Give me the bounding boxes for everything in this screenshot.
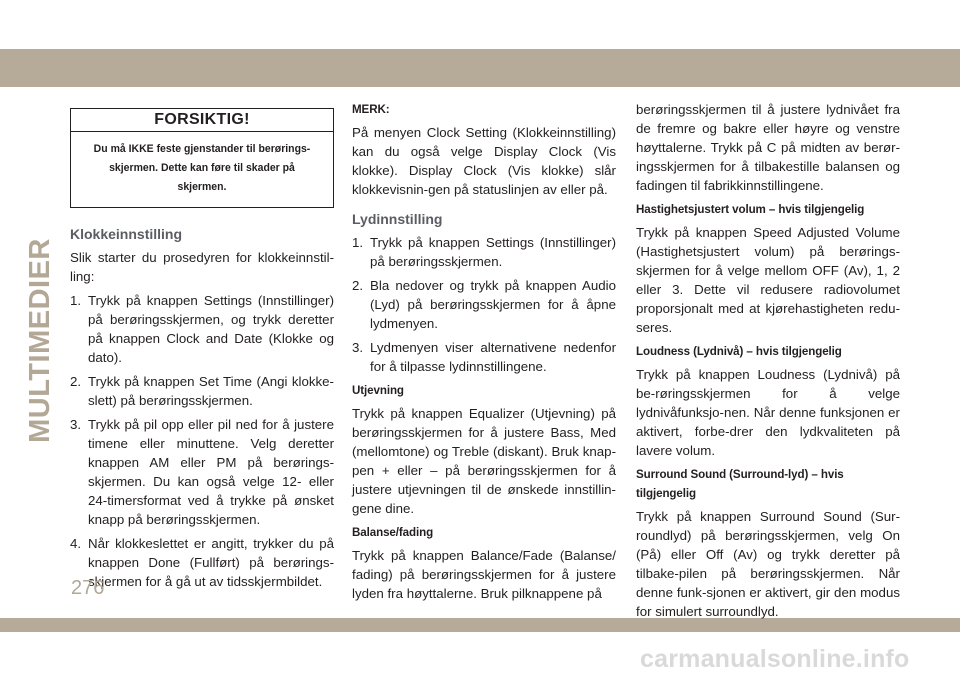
step-text: Lydmenyen viser alternativene nedenfor for å tilpasse lydinnstillingene. — [370, 340, 616, 374]
balance-text: Trykk på knappen Balance/Fade (Balanse/ fading) på berøringsskjermen for å justere lyden fra høyttalerne. Bruk pilknappene på — [352, 548, 616, 601]
column-2 — [352, 100, 616, 608]
balance-text-continued: berøringsskjermen til å justere lydnivået fra de fremre og bakre eller høyre og venstre høyttalerne. Trykk på C på midten av berør-ingsskjermen for å tilbakestille balansen og fadingen til fabrikkinnstillingene. — [636, 102, 900, 193]
step-text: Trykk på knappen Settings (Innstillinger) på berøringsskjermen. — [370, 235, 616, 269]
step-text: Når klokkeslettet er angitt, trykker du på knappen Done (Fullført) på berørings-skjermen for å gå ut av tidsskjermbildet. — [88, 536, 334, 589]
note-label: MERK: — [352, 103, 390, 116]
step-text: Trykk på pil opp eller pil ned for å justere timene eller minuttene. Velg deretter knappen AM eller PM på berørings-skjermen. Du kan også velge 12- eller 24-timersformat ved å trykke på ønsket knapp på berøringsskjermen. — [88, 417, 334, 527]
column-3 — [636, 100, 900, 626]
step-number: 4. — [70, 536, 82, 551]
clock-step — [70, 291, 334, 367]
clock-step — [70, 372, 334, 410]
step-number: 2. — [352, 278, 364, 293]
watermark: carmanualsonline.info — [640, 645, 910, 673]
audio-step — [352, 338, 616, 376]
step-number: 3. — [352, 340, 364, 355]
step-number: 3. — [70, 417, 82, 432]
loudness-heading: Loudness (Lydnivå) – hvis tilgjengelig — [636, 345, 842, 358]
equalizer-text: Trykk på knappen Equalizer (Utjevning) på berøringsskjermen for å justere Bass, Med (mellomtone) og Treble (diskant). Bruk knap-pen + eller – på berøringsskjermen for å justere utjevningen til de ønskede innstillin-gene dine. — [352, 406, 616, 516]
warning-text: Du må IKKE feste gjenstander til berørings-skjermen. Dette kan føre til skader på skjermen. — [93, 143, 311, 193]
loudness-text: Trykk på knappen Loudness (Lydnivå) på be-røringsskjermen for å velge lydnivåfunksjo-nen. Når denne funksjonen er aktivert, forbe-drer den lydkvaliteten på lavere volum. — [636, 367, 900, 458]
audio-step — [352, 233, 616, 271]
clock-step — [70, 534, 334, 591]
balance-heading: Balanse/fading — [352, 526, 434, 539]
column-1 — [70, 100, 334, 596]
section-heading-clock: Klokkeinnstilling — [70, 226, 183, 242]
step-number: 2. — [70, 374, 82, 389]
audio-steps — [352, 233, 616, 376]
step-text: Trykk på knappen Settings (Innstillinger) på berøringsskjermen, og trykk deretter på knappen Clock and Date (Klokke og dato). — [88, 293, 334, 365]
step-number: 1. — [352, 235, 364, 250]
step-text: Bla nedover og trykk på knappen Audio (Lyd) på berøringsskjermen for å åpne lydmenyen. — [370, 278, 616, 331]
step-text: Trykk på knappen Set Time (Angi klokke-slett) på berøringsskjermen. — [88, 374, 334, 408]
warning-box — [70, 108, 334, 208]
clock-step — [70, 415, 334, 529]
header-band — [0, 49, 960, 87]
surround-text: Trykk på knappen Surround Sound (Sur-roundlyd) på berøringsskjermen, velg On (På) eller Off (Av) og trykk deretter på tilbake-pilen på berøringsskjermen. Når denne funk-sjonen er aktivert, gir den modus for simulert surroundlyd. — [636, 509, 900, 619]
clock-steps — [70, 291, 334, 591]
equalizer-heading: Utjevning — [352, 384, 404, 397]
section-side-label — [23, 237, 56, 443]
surround-heading: Surround Sound (Surround-lyd) – hvis tilgjengelig — [636, 468, 844, 500]
speed-volume-heading: Hastighetsjustert volum – hvis tilgjengelig — [636, 203, 865, 216]
audio-step — [352, 276, 616, 333]
warning-title: FORSIKTIG! — [71, 109, 333, 132]
note-text: På menyen Clock Setting (Klokkeinnstilling) kan du også velge Display Clock (Vis klokke). Display Clock (Vis klokke) slår klokkevisnin-gen på statuslinjen av eller på. — [352, 125, 616, 197]
step-number: 1. — [70, 293, 82, 308]
section-heading-audio: Lydinnstilling — [352, 211, 443, 227]
section-side-label-text: MULTIMEDIER — [23, 237, 56, 443]
speed-volume-text: Trykk på knappen Speed Adjusted Volume (Hastighetsjustert volum) på berørings-skjermen for å velge mellom OFF (Av), 1, 2 eller 3. Dette vil redusere radiovolumet proporsjonalt med at kjørehastigheten redu-seres. — [636, 225, 900, 335]
clock-intro: Slik starter du prosedyren for klokkeinnstil-ling: — [70, 250, 334, 284]
page-number: 276 — [71, 577, 105, 599]
